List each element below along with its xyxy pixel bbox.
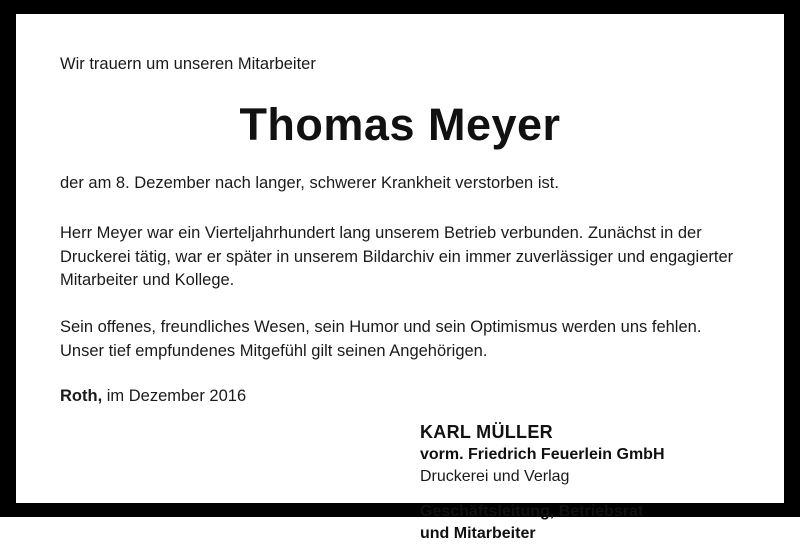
lead-line: Wir trauern um unseren Mitarbeiter [60,55,316,73]
place-name: Roth, [60,387,103,406]
signature-spacer [420,487,740,501]
signature-role-line-1: Geschäftsleitung, Betriebsrat [420,503,644,521]
place-date-line [60,387,740,406]
death-line: der am 8. Dezember nach langer, schwerer Krankheit verstorben ist. [60,173,559,192]
signature-company-name: KARL MÜLLER [420,422,553,443]
signature-block [420,420,740,544]
tribute-paragraph-2: Sein offenes, freundliches Wesen, sein Humor und sein Optimismus werden uns fehlen. Unser tief empfundenes Mitgefühl gilt seinen Angehörigen. [60,318,702,360]
signature-company-former: vorm. Friedrich Feuerlein GmbH [420,446,665,464]
deceased-name: Thomas Meyer [239,99,561,151]
signature-role-line-2: und Mitarbeiter [420,524,536,542]
obituary-notice [16,14,784,542]
signature-company-business: Druckerei und Verlag [420,467,570,485]
tribute-paragraph-1: Herr Meyer war ein Vierteljahrhundert lang unserem Betrieb verbunden. Zunächst in der Druckerei tätig, war er später in unserem Bildarchiv ein immer zuverlässiger und engagierter Mitarbeiter und Kollege. [60,224,734,289]
notice-date: im Dezember 2016 [102,387,247,406]
